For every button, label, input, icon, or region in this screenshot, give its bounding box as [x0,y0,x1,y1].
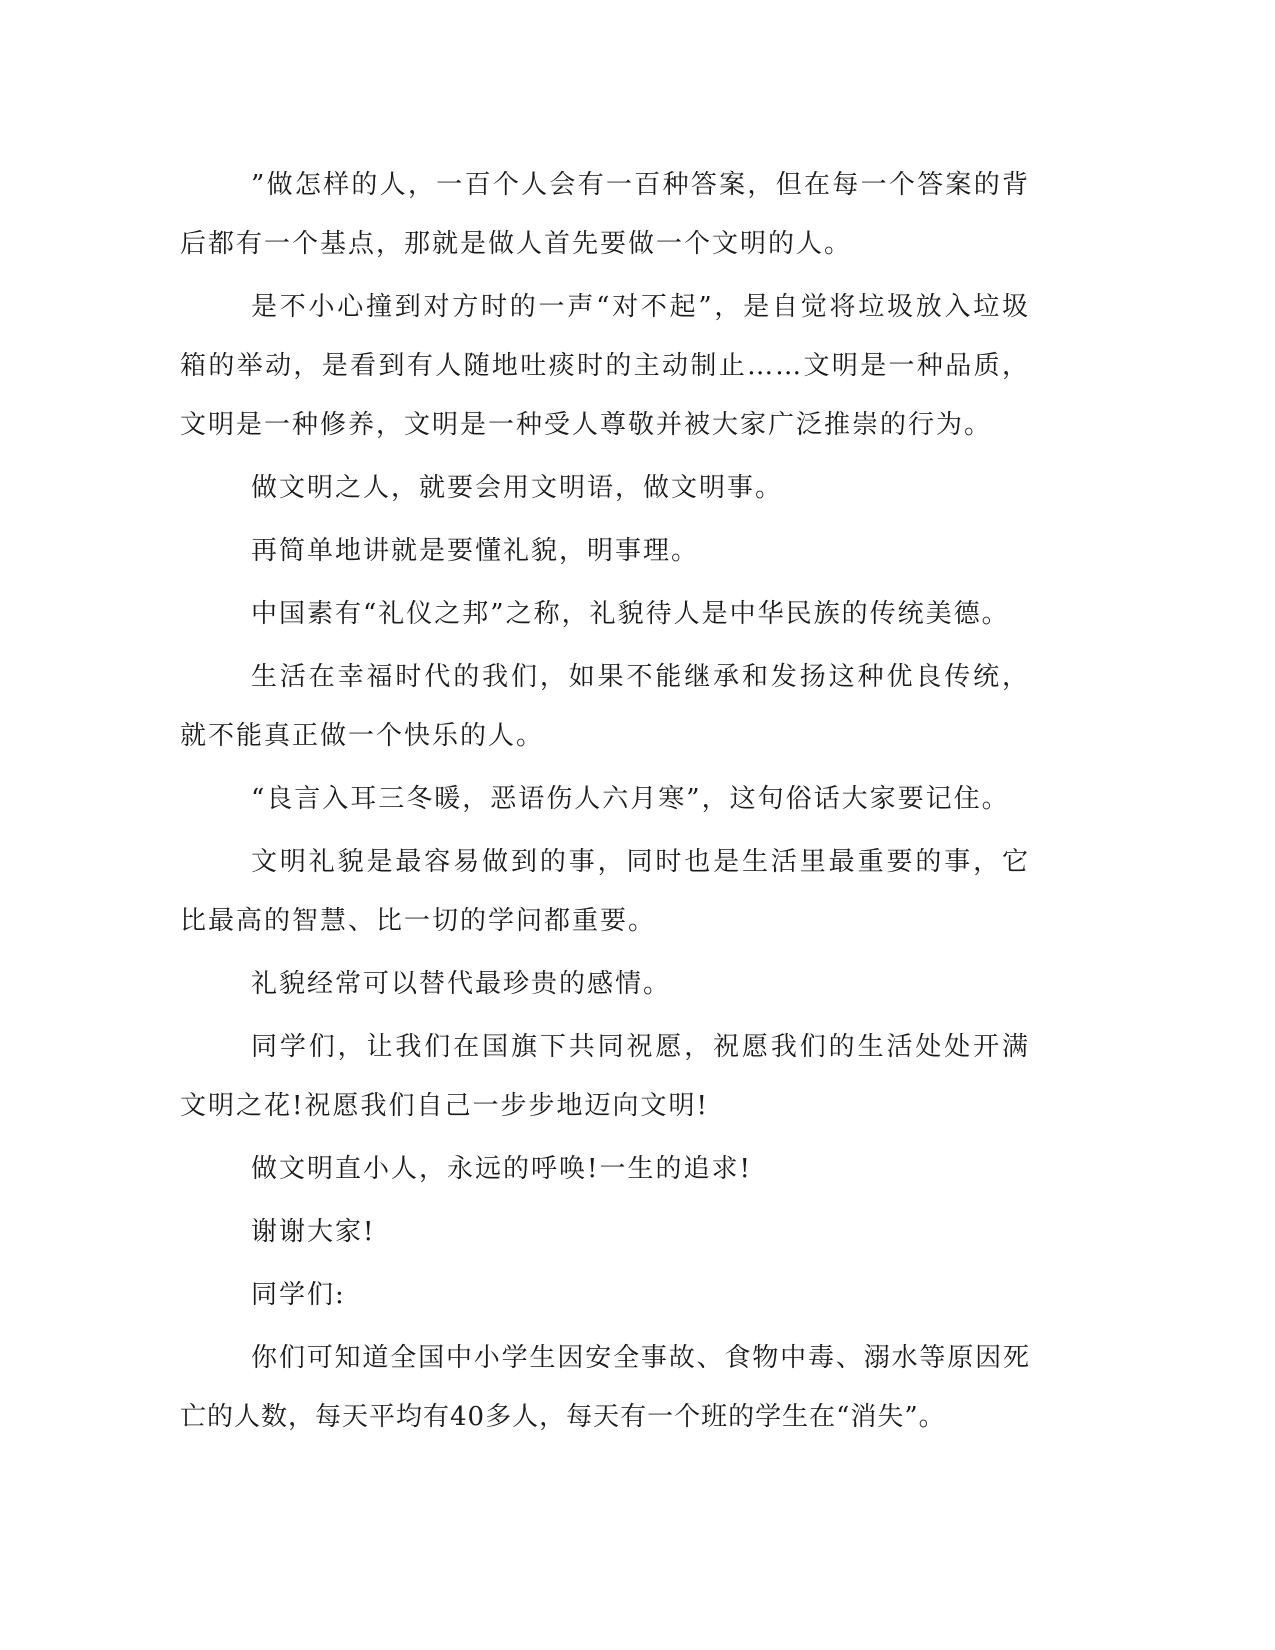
paragraph-6: 生活在幸福时代的我们，如果不能继承和发扬这种优良传统，就不能真正做一个快乐的人。 [180,662,1030,751]
paragraph-9: 礼貌经常可以替代最珍贵的感情。 [251,969,672,999]
document-body [180,156,1030,1451]
paragraph-3: 做文明之人，就要会用文明语，做文明事。 [251,473,784,503]
paragraph-5: 中国素有“礼仪之邦”之称，礼貌待人是中华民族的传统美德。 [251,599,1010,629]
paragraph-4: 再简单地讲就是要懂礼貌，明事理。 [251,536,700,566]
paragraph-13: 同学们: [251,1280,346,1310]
paragraph-12: 谢谢大家! [251,1217,376,1247]
paragraph-14: 你们可知道全国中小学生因安全事故、食物中毒、溺水等原因死亡的人数，每天平均有40多人，每天有一个班的学生在“消失”。 [180,1343,1030,1432]
paragraph-10: 同学们，让我们在国旗下共同祝愿，祝愿我们的生活处处开满文明之花!祝愿我们自己一步步地迈向文明! [180,1032,1030,1121]
paragraph-2: 是不小心撞到对方时的一声“对不起”，是自觉将垃圾放入垃圾箱的举动，是看到有人随地吐痰时的主动制止……文明是一种品质，文明是一种修养，文明是一种受人尊敬并被大家广泛推崇的行为。 [180,292,1030,440]
paragraph-8: 文明礼貌是最容易做到的事，同时也是生活里最重要的事，它比最高的智慧、比一切的学问都重要。 [180,847,1030,936]
paragraph-11: 做文明直小人，永远的呼唤!一生的追求! [251,1154,752,1184]
paragraph-1: ”做怎样的人，一百个人会有一百种答案，但在每一个答案的背后都有一个基点，那就是做人首先要做一个文明的人。 [180,170,1030,259]
paragraph-7: “良言入耳三冬暖，恶语伤人六月寒”，这句俗话大家要记住。 [251,784,1010,814]
